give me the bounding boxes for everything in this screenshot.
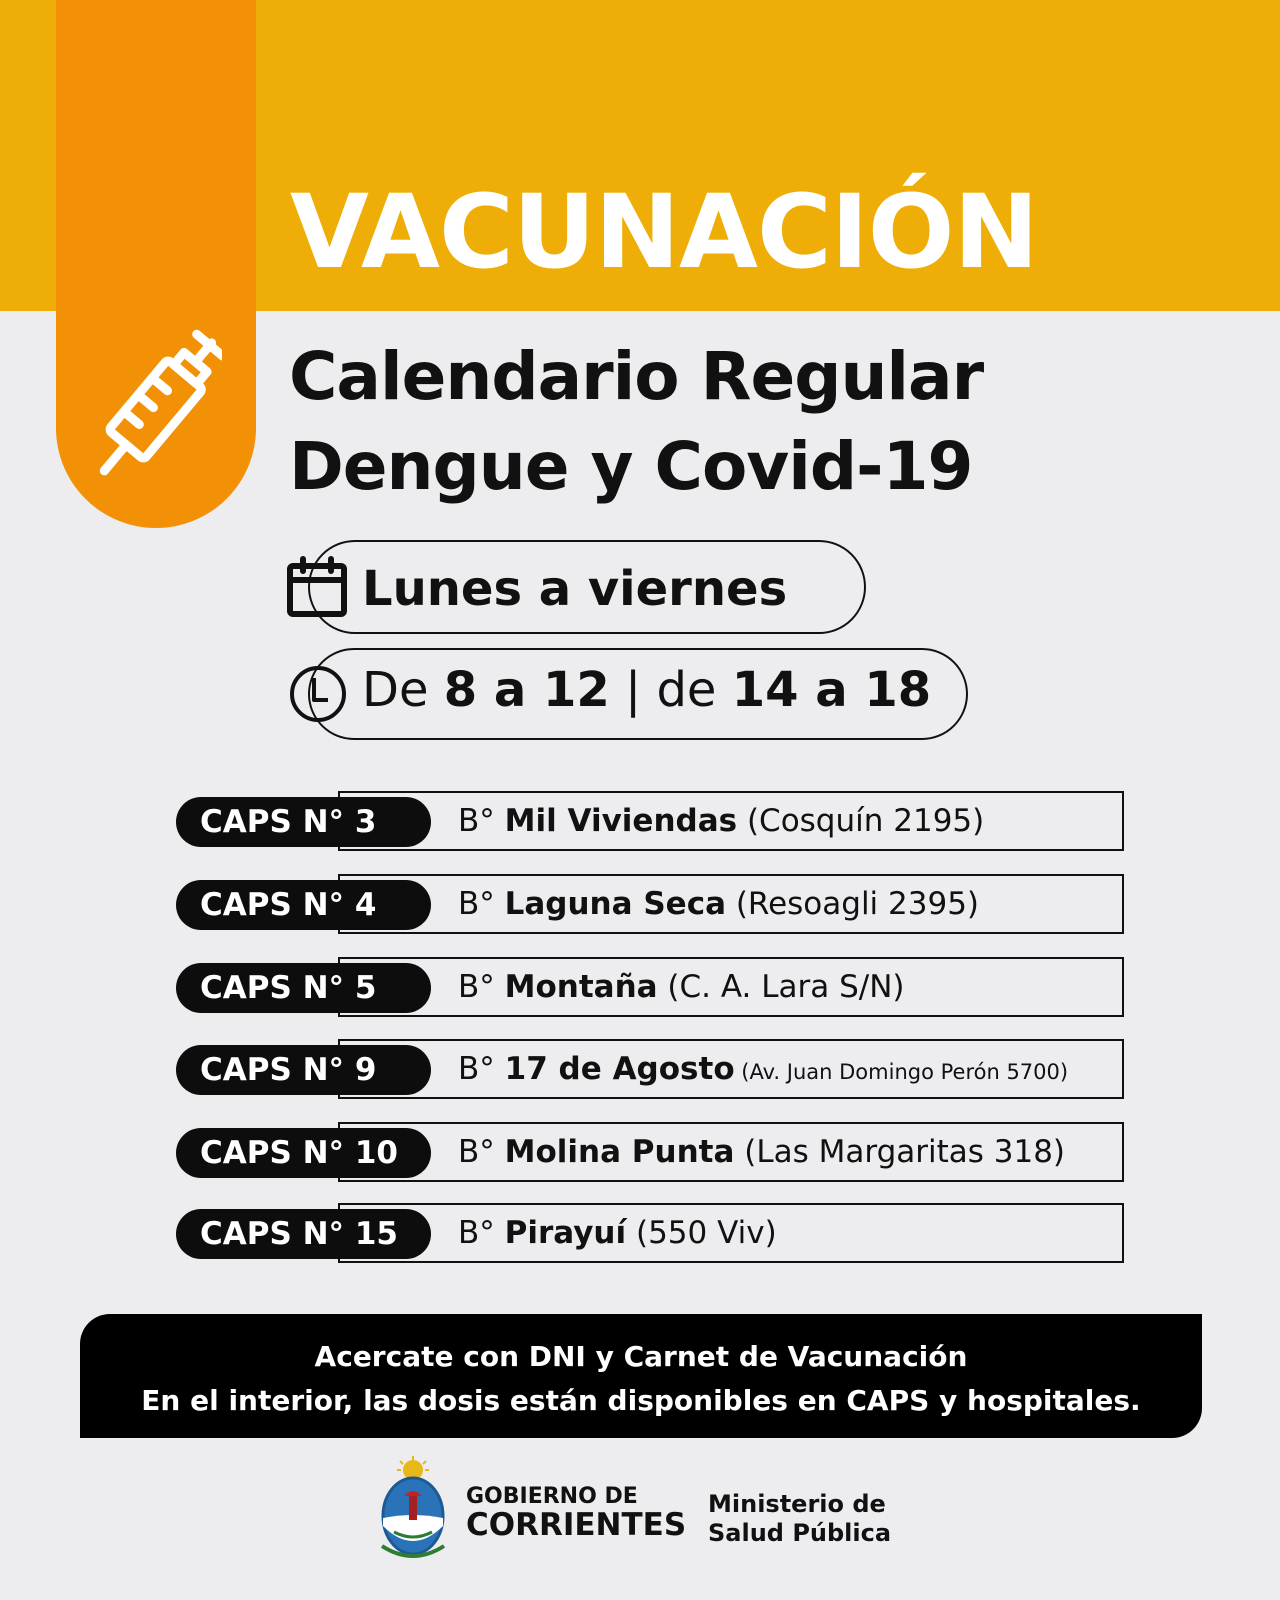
barrio-name: Montaña	[504, 969, 658, 1005]
caps-row	[0, 1203, 1280, 1265]
barrio-prefix: B°	[458, 1215, 505, 1251]
subtitle-line-2: Dengue y Covid-19	[289, 428, 973, 505]
barrio-name: 17 de Agosto	[504, 1051, 735, 1087]
street-address: (C. A. Lara S/N)	[657, 969, 905, 1005]
hours-prefix: De	[362, 662, 444, 718]
requirements-banner	[80, 1314, 1202, 1438]
barrio-prefix: B°	[458, 969, 505, 1005]
requirements-line-1: Acercate con DNI y Carnet de Vacunación	[314, 1340, 968, 1373]
caps-address	[458, 1039, 1068, 1099]
calendar-icon	[286, 556, 348, 618]
subtitle-line-1: Calendario Regular	[289, 338, 984, 415]
caps-label: CAPS N° 9	[176, 1045, 431, 1095]
hours-text	[362, 662, 931, 718]
street-address: (Cosquín 2195)	[737, 803, 985, 839]
barrio-name: Laguna Seca	[504, 886, 726, 922]
ministry-line-1: Ministerio de	[708, 1490, 886, 1518]
hours-range-morning: 8 a 12	[443, 662, 610, 718]
caps-row	[0, 874, 1280, 936]
barrio-name: Mil Viviendas	[504, 803, 738, 839]
page-subtitle	[289, 332, 983, 512]
street-address: (Resoagli 2395)	[725, 886, 980, 922]
street-address: (550 Viv)	[626, 1215, 777, 1251]
caps-row	[0, 1122, 1280, 1184]
barrio-name: Pirayuí	[504, 1215, 627, 1251]
barrio-prefix: B°	[458, 1134, 505, 1170]
hours-separator: | de	[609, 662, 732, 718]
caps-label: CAPS N° 15	[176, 1209, 431, 1259]
government-line-2: CORRIENTES	[466, 1507, 687, 1543]
province-seal	[376, 1456, 450, 1562]
caps-row	[0, 791, 1280, 853]
page-title: VACUNACIÓN	[290, 173, 1038, 292]
barrio-prefix: B°	[458, 803, 505, 839]
government-line-1: GOBIERNO DE	[466, 1484, 638, 1509]
ministry-brand	[708, 1490, 891, 1548]
caps-row	[0, 957, 1280, 1019]
street-address: (Av. Juan Domingo Perón 5700)	[734, 1060, 1069, 1084]
badge-tab	[56, 0, 256, 528]
ministry-line-2: Salud Pública	[708, 1519, 892, 1547]
hours-range-afternoon: 14 a 18	[731, 662, 932, 718]
government-brand	[466, 1486, 686, 1541]
caps-address	[458, 874, 979, 934]
caps-label: CAPS N° 10	[176, 1128, 431, 1178]
requirements-line-2: En el interior, las dosis están disponibles en CAPS y hospitales.	[141, 1384, 1141, 1417]
barrio-name: Molina Punta	[504, 1134, 735, 1170]
barrio-prefix: B°	[458, 886, 505, 922]
street-address: (Las Margaritas 318)	[734, 1134, 1066, 1170]
barrio-prefix: B°	[458, 1051, 505, 1087]
caps-address	[458, 957, 905, 1017]
caps-label: CAPS N° 4	[176, 880, 431, 930]
caps-label: CAPS N° 5	[176, 963, 431, 1013]
syringe-icon	[92, 318, 222, 498]
caps-address	[458, 1122, 1065, 1182]
caps-row	[0, 1039, 1280, 1101]
caps-address	[458, 791, 984, 851]
caps-label: CAPS N° 3	[176, 797, 431, 847]
days-text: Lunes a viernes	[362, 561, 788, 617]
clock-icon	[288, 664, 348, 724]
caps-address	[458, 1203, 777, 1263]
